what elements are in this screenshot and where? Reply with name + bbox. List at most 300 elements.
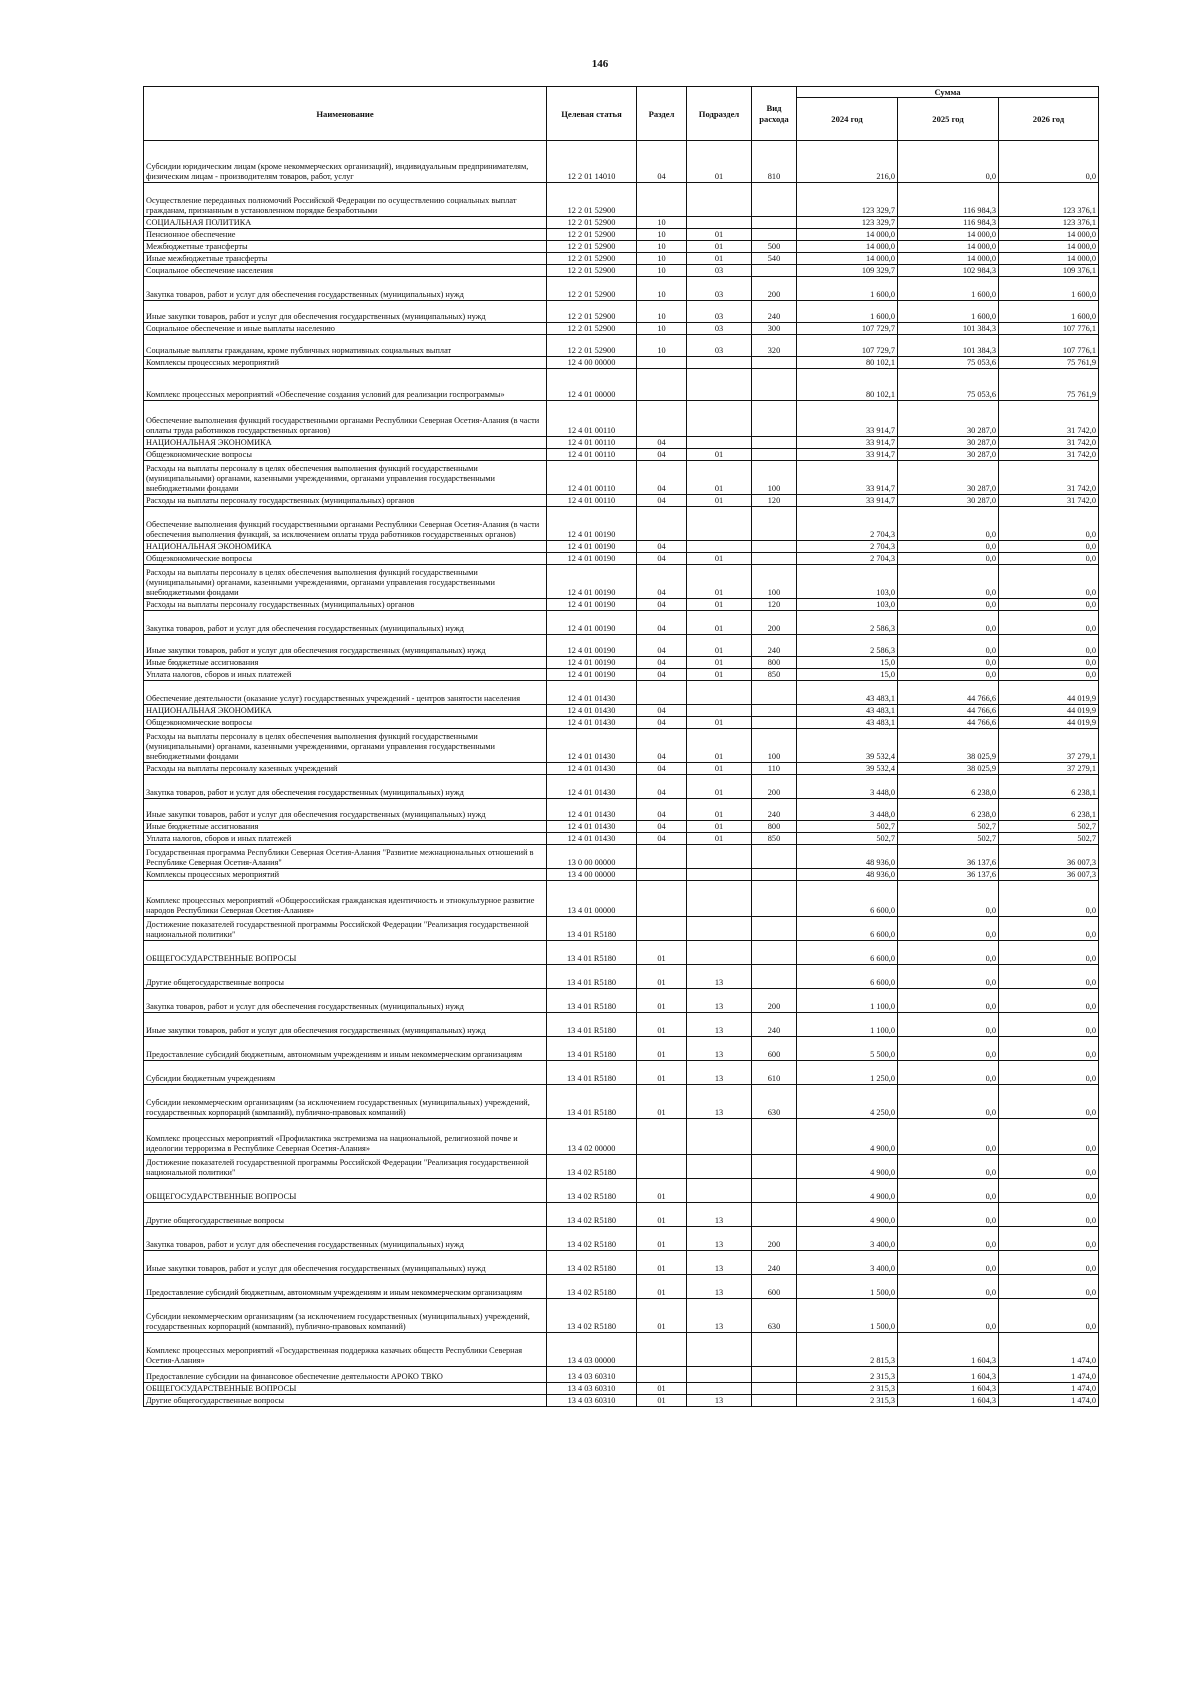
cell-target-article: 12 2 01 14010 bbox=[547, 141, 637, 183]
cell-sum-2025: 116 984,3 bbox=[898, 183, 999, 217]
cell-sum-2024: 1 600,0 bbox=[797, 301, 898, 323]
cell-expense-type bbox=[752, 1367, 797, 1383]
table-row bbox=[144, 369, 1099, 401]
cell-target-article: 13 4 01 R5180 bbox=[547, 1013, 637, 1037]
table-row bbox=[144, 1333, 1099, 1367]
cell-sum-2026: 109 376,1 bbox=[999, 265, 1099, 277]
cell-expense-type bbox=[752, 401, 797, 437]
cell-subsection bbox=[687, 437, 752, 449]
header-sum: Сумма bbox=[797, 87, 1099, 98]
table-row bbox=[144, 401, 1099, 437]
cell-target-article: 13 4 01 R5180 bbox=[547, 1085, 637, 1119]
cell-section bbox=[637, 357, 687, 369]
cell-sum-2026: 1 474,0 bbox=[999, 1367, 1099, 1383]
cell-target-article: 12 2 01 52900 bbox=[547, 335, 637, 357]
cell-sum-2025: 0,0 bbox=[898, 989, 999, 1013]
cell-section: 01 bbox=[637, 1085, 687, 1119]
cell-target-article: 12 4 01 01430 bbox=[547, 821, 637, 833]
cell-target-article: 12 2 01 52900 bbox=[547, 265, 637, 277]
cell-section: 04 bbox=[637, 599, 687, 611]
cell-subsection bbox=[687, 507, 752, 541]
cell-section: 04 bbox=[637, 763, 687, 775]
cell-sum-2025: 1 600,0 bbox=[898, 277, 999, 301]
cell-section: 04 bbox=[637, 669, 687, 681]
cell-target-article: 12 4 01 00190 bbox=[547, 635, 637, 657]
cell-sum-2024: 1 500,0 bbox=[797, 1275, 898, 1299]
table-row bbox=[144, 681, 1099, 705]
cell-subsection: 01 bbox=[687, 241, 752, 253]
cell-section: 01 bbox=[637, 1013, 687, 1037]
table-row bbox=[144, 1155, 1099, 1179]
cell-subsection: 01 bbox=[687, 821, 752, 833]
cell-expense-type: 200 bbox=[752, 775, 797, 799]
cell-sum-2024: 1 500,0 bbox=[797, 1299, 898, 1333]
cell-sum-2025: 14 000,0 bbox=[898, 241, 999, 253]
cell-subsection: 13 bbox=[687, 1299, 752, 1333]
cell-name: Субсидии некоммерческим организациям (за исключением государственных (муниципальных) учреждений, государственных корпораций (компаний), публично-правовых компаний) bbox=[144, 1085, 547, 1119]
cell-expense-type: 630 bbox=[752, 1085, 797, 1119]
cell-expense-type: 200 bbox=[752, 277, 797, 301]
cell-name: Комплексы процессных мероприятий bbox=[144, 357, 547, 369]
cell-target-article: 12 4 01 01430 bbox=[547, 775, 637, 799]
cell-target-article: 12 4 01 00190 bbox=[547, 611, 637, 635]
cell-sum-2024: 107 729,7 bbox=[797, 335, 898, 357]
cell-sum-2024: 216,0 bbox=[797, 141, 898, 183]
cell-subsection bbox=[687, 217, 752, 229]
cell-name: Уплата налогов, сборов и иных платежей bbox=[144, 669, 547, 681]
cell-sum-2026: 0,0 bbox=[999, 941, 1099, 965]
cell-subsection bbox=[687, 1367, 752, 1383]
cell-section: 04 bbox=[637, 449, 687, 461]
cell-expense-type: 630 bbox=[752, 1299, 797, 1333]
cell-sum-2025: 0,0 bbox=[898, 1299, 999, 1333]
table-row bbox=[144, 1013, 1099, 1037]
table-row bbox=[144, 277, 1099, 301]
cell-subsection: 01 bbox=[687, 229, 752, 241]
cell-sum-2025: 38 025,9 bbox=[898, 763, 999, 775]
cell-name: Предоставление субсидий бюджетным, автономным учреждениям и иным некоммерческим организациям bbox=[144, 1037, 547, 1061]
cell-sum-2024: 43 483,1 bbox=[797, 705, 898, 717]
cell-subsection bbox=[687, 705, 752, 717]
cell-target-article: 12 4 01 01430 bbox=[547, 763, 637, 775]
cell-target-article: 13 4 01 R5180 bbox=[547, 965, 637, 989]
table-row bbox=[144, 241, 1099, 253]
cell-sum-2026: 0,0 bbox=[999, 1179, 1099, 1203]
cell-sum-2025: 0,0 bbox=[898, 141, 999, 183]
cell-sum-2026: 107 776,1 bbox=[999, 335, 1099, 357]
cell-sum-2024: 1 100,0 bbox=[797, 1013, 898, 1037]
table-row bbox=[144, 229, 1099, 241]
table-header bbox=[144, 87, 1099, 141]
cell-target-article: 12 4 01 01430 bbox=[547, 799, 637, 821]
cell-section: 04 bbox=[637, 775, 687, 799]
cell-sum-2024: 109 329,7 bbox=[797, 265, 898, 277]
cell-name: Иные закупки товаров, работ и услуг для обеспечения государственных (муниципальных) нужд bbox=[144, 635, 547, 657]
cell-section: 04 bbox=[637, 821, 687, 833]
cell-sum-2026: 0,0 bbox=[999, 1227, 1099, 1251]
cell-expense-type: 320 bbox=[752, 335, 797, 357]
cell-expense-type bbox=[752, 1383, 797, 1395]
cell-name: СОЦИАЛЬНАЯ ПОЛИТИКА bbox=[144, 217, 547, 229]
cell-sum-2025: 0,0 bbox=[898, 669, 999, 681]
cell-subsection: 13 bbox=[687, 1013, 752, 1037]
cell-sum-2025: 502,7 bbox=[898, 833, 999, 845]
cell-sum-2025: 14 000,0 bbox=[898, 253, 999, 265]
cell-section: 10 bbox=[637, 265, 687, 277]
cell-sum-2025: 6 238,0 bbox=[898, 775, 999, 799]
cell-sum-2024: 4 900,0 bbox=[797, 1203, 898, 1227]
cell-section bbox=[637, 681, 687, 705]
cell-name: Другие общегосударственные вопросы bbox=[144, 1203, 547, 1227]
cell-target-article: 12 4 01 00190 bbox=[547, 599, 637, 611]
cell-sum-2024: 6 600,0 bbox=[797, 941, 898, 965]
table-row bbox=[144, 941, 1099, 965]
cell-name: Закупка товаров, работ и услуг для обеспечения государственных (муниципальных) нужд bbox=[144, 775, 547, 799]
cell-name: Субсидии бюджетным учреждениям bbox=[144, 1061, 547, 1085]
cell-section: 04 bbox=[637, 437, 687, 449]
cell-name: Обеспечение выполнения функций государственными органами Республики Северная Осетия-Алания (в части оплаты труда работников государственных органов) bbox=[144, 401, 547, 437]
cell-expense-type bbox=[752, 507, 797, 541]
cell-section: 04 bbox=[637, 141, 687, 183]
cell-name: Закупка товаров, работ и услуг для обеспечения государственных (муниципальных) нужд bbox=[144, 611, 547, 635]
table-row bbox=[144, 265, 1099, 277]
cell-subsection: 01 bbox=[687, 775, 752, 799]
cell-sum-2026: 0,0 bbox=[999, 507, 1099, 541]
cell-subsection bbox=[687, 541, 752, 553]
cell-sum-2024: 2 315,3 bbox=[797, 1395, 898, 1407]
cell-target-article: 13 4 02 R5180 bbox=[547, 1275, 637, 1299]
cell-name: Обеспечение деятельности (оказание услуг) государственных учреждений - центров занятости населения bbox=[144, 681, 547, 705]
cell-sum-2024: 6 600,0 bbox=[797, 965, 898, 989]
table-row bbox=[144, 611, 1099, 635]
table-row bbox=[144, 1299, 1099, 1333]
table-row bbox=[144, 357, 1099, 369]
cell-sum-2024: 48 936,0 bbox=[797, 869, 898, 881]
cell-name: Расходы на выплаты персоналу в целях обеспечения выполнения функций государственными (муниципальными) органами, казенными учреждениями, органами управления государственными внебюджетными фондами bbox=[144, 565, 547, 599]
cell-sum-2026: 31 742,0 bbox=[999, 437, 1099, 449]
cell-expense-type: 200 bbox=[752, 989, 797, 1013]
cell-sum-2026: 36 007,3 bbox=[999, 845, 1099, 869]
cell-name: НАЦИОНАЛЬНАЯ ЭКОНОМИКА bbox=[144, 705, 547, 717]
cell-subsection bbox=[687, 869, 752, 881]
cell-subsection: 01 bbox=[687, 599, 752, 611]
cell-section: 01 bbox=[637, 1275, 687, 1299]
cell-subsection: 01 bbox=[687, 717, 752, 729]
cell-subsection: 01 bbox=[687, 141, 752, 183]
cell-sum-2025: 0,0 bbox=[898, 541, 999, 553]
cell-sum-2024: 502,7 bbox=[797, 833, 898, 845]
cell-name: Иные закупки товаров, работ и услуг для обеспечения государственных (муниципальных) нужд bbox=[144, 1251, 547, 1275]
cell-sum-2026: 6 238,1 bbox=[999, 775, 1099, 799]
cell-subsection bbox=[687, 183, 752, 217]
cell-target-article: 12 4 01 01430 bbox=[547, 705, 637, 717]
table-row bbox=[144, 565, 1099, 599]
table-row bbox=[144, 1251, 1099, 1275]
cell-target-article: 13 4 03 00000 bbox=[547, 1333, 637, 1367]
cell-sum-2025: 1 604,3 bbox=[898, 1367, 999, 1383]
cell-target-article: 12 4 01 01430 bbox=[547, 729, 637, 763]
cell-target-article: 12 4 01 01430 bbox=[547, 833, 637, 845]
cell-sum-2024: 1 250,0 bbox=[797, 1061, 898, 1085]
cell-expense-type: 610 bbox=[752, 1061, 797, 1085]
cell-target-article: 12 4 01 00110 bbox=[547, 449, 637, 461]
cell-target-article: 12 4 01 00190 bbox=[547, 553, 637, 565]
cell-sum-2025: 0,0 bbox=[898, 881, 999, 917]
cell-name: Расходы на выплаты персоналу в целях обеспечения выполнения функций государственными (муниципальными) органами, казенными учреждениями, органами управления государственными внебюджетными фондами bbox=[144, 461, 547, 495]
cell-sum-2025: 0,0 bbox=[898, 611, 999, 635]
table-row bbox=[144, 437, 1099, 449]
cell-sum-2025: 101 384,3 bbox=[898, 335, 999, 357]
table-row bbox=[144, 1275, 1099, 1299]
cell-expense-type: 800 bbox=[752, 821, 797, 833]
cell-expense-type: 540 bbox=[752, 253, 797, 265]
budget-table bbox=[143, 86, 1099, 1407]
cell-subsection: 01 bbox=[687, 763, 752, 775]
cell-expense-type bbox=[752, 1119, 797, 1155]
cell-sum-2025: 36 137,6 bbox=[898, 845, 999, 869]
cell-sum-2026: 31 742,0 bbox=[999, 401, 1099, 437]
cell-target-article: 13 4 03 60310 bbox=[547, 1383, 637, 1395]
table-row bbox=[144, 541, 1099, 553]
cell-sum-2024: 107 729,7 bbox=[797, 323, 898, 335]
cell-sum-2026: 0,0 bbox=[999, 1155, 1099, 1179]
cell-sum-2024: 14 000,0 bbox=[797, 229, 898, 241]
cell-sum-2025: 75 053,6 bbox=[898, 369, 999, 401]
cell-name: НАЦИОНАЛЬНАЯ ЭКОНОМИКА bbox=[144, 437, 547, 449]
cell-sum-2025: 116 984,3 bbox=[898, 217, 999, 229]
cell-sum-2024: 4 900,0 bbox=[797, 1119, 898, 1155]
cell-subsection: 03 bbox=[687, 323, 752, 335]
cell-target-article: 13 4 01 R5180 bbox=[547, 1061, 637, 1085]
cell-name: Другие общегосударственные вопросы bbox=[144, 1395, 547, 1407]
cell-target-article: 13 4 02 R5180 bbox=[547, 1299, 637, 1333]
cell-sum-2025: 44 766,6 bbox=[898, 681, 999, 705]
cell-sum-2026: 14 000,0 bbox=[999, 253, 1099, 265]
cell-subsection bbox=[687, 369, 752, 401]
cell-sum-2026: 0,0 bbox=[999, 553, 1099, 565]
table-row bbox=[144, 669, 1099, 681]
cell-section: 04 bbox=[637, 611, 687, 635]
cell-name: Предоставление субсидий бюджетным, автономным учреждениям и иным некоммерческим организациям bbox=[144, 1275, 547, 1299]
cell-sum-2026: 0,0 bbox=[999, 669, 1099, 681]
cell-name: Закупка товаров, работ и услуг для обеспечения государственных (муниципальных) нужд bbox=[144, 277, 547, 301]
cell-subsection bbox=[687, 1119, 752, 1155]
cell-section bbox=[637, 917, 687, 941]
cell-sum-2024: 33 914,7 bbox=[797, 449, 898, 461]
cell-expense-type bbox=[752, 717, 797, 729]
cell-sum-2026: 31 742,0 bbox=[999, 461, 1099, 495]
cell-sum-2026: 0,0 bbox=[999, 989, 1099, 1013]
cell-sum-2024: 3 448,0 bbox=[797, 799, 898, 821]
cell-section bbox=[637, 401, 687, 437]
cell-name: Предоставление субсидии на финансовое обеспечение деятельности АРОКО ТВКО bbox=[144, 1367, 547, 1383]
cell-sum-2026: 123 376,1 bbox=[999, 217, 1099, 229]
cell-sum-2024: 3 400,0 bbox=[797, 1251, 898, 1275]
cell-sum-2025: 1 604,3 bbox=[898, 1333, 999, 1367]
cell-target-article: 13 4 02 R5180 bbox=[547, 1155, 637, 1179]
cell-name: Пенсионное обеспечение bbox=[144, 229, 547, 241]
cell-target-article: 12 4 01 00190 bbox=[547, 669, 637, 681]
table-body bbox=[144, 141, 1099, 1407]
cell-name: Другие общегосударственные вопросы bbox=[144, 965, 547, 989]
cell-sum-2025: 30 287,0 bbox=[898, 461, 999, 495]
cell-section: 01 bbox=[637, 941, 687, 965]
cell-expense-type: 240 bbox=[752, 1251, 797, 1275]
cell-expense-type bbox=[752, 183, 797, 217]
cell-sum-2025: 0,0 bbox=[898, 599, 999, 611]
cell-expense-type bbox=[752, 553, 797, 565]
cell-expense-type bbox=[752, 869, 797, 881]
table-row bbox=[144, 253, 1099, 265]
cell-sum-2024: 502,7 bbox=[797, 821, 898, 833]
cell-section: 01 bbox=[637, 989, 687, 1013]
cell-name: Общеэкономические вопросы bbox=[144, 449, 547, 461]
cell-section bbox=[637, 1155, 687, 1179]
table-row bbox=[144, 1061, 1099, 1085]
cell-name: Иные закупки товаров, работ и услуг для обеспечения государственных (муниципальных) нужд bbox=[144, 799, 547, 821]
cell-sum-2024: 6 600,0 bbox=[797, 917, 898, 941]
cell-section bbox=[637, 845, 687, 869]
cell-sum-2024: 2 315,3 bbox=[797, 1367, 898, 1383]
cell-section: 10 bbox=[637, 217, 687, 229]
cell-section: 04 bbox=[637, 729, 687, 763]
cell-sum-2024: 48 936,0 bbox=[797, 845, 898, 869]
cell-sum-2025: 0,0 bbox=[898, 1061, 999, 1085]
cell-sum-2026: 14 000,0 bbox=[999, 229, 1099, 241]
cell-sum-2026: 37 279,1 bbox=[999, 729, 1099, 763]
cell-sum-2026: 31 742,0 bbox=[999, 449, 1099, 461]
table-row bbox=[144, 217, 1099, 229]
cell-sum-2024: 80 102,1 bbox=[797, 357, 898, 369]
cell-expense-type: 240 bbox=[752, 301, 797, 323]
cell-subsection bbox=[687, 1155, 752, 1179]
cell-expense-type: 300 bbox=[752, 323, 797, 335]
cell-section bbox=[637, 507, 687, 541]
cell-name: Обеспечение выполнения функций государственными органами Республики Северная Осетия-Алания (в части обеспечения выполнения функций, за исключением оплаты труда работников государственных органов) bbox=[144, 507, 547, 541]
cell-sum-2024: 2 704,3 bbox=[797, 507, 898, 541]
cell-expense-type bbox=[752, 1155, 797, 1179]
cell-expense-type: 800 bbox=[752, 657, 797, 669]
cell-expense-type: 240 bbox=[752, 799, 797, 821]
cell-name: Государственная программа Республики Северная Осетия-Алания "Развитие межнациональных отношений в Республике Северная Осетия-Алания" bbox=[144, 845, 547, 869]
cell-target-article: 12 4 01 01430 bbox=[547, 717, 637, 729]
cell-sum-2026: 0,0 bbox=[999, 635, 1099, 657]
cell-sum-2025: 30 287,0 bbox=[898, 401, 999, 437]
cell-target-article: 12 4 01 00110 bbox=[547, 437, 637, 449]
cell-subsection bbox=[687, 681, 752, 705]
header-target-article: Целевая статья bbox=[547, 87, 637, 141]
cell-target-article: 12 2 01 52900 bbox=[547, 241, 637, 253]
cell-sum-2024: 33 914,7 bbox=[797, 495, 898, 507]
cell-sum-2025: 30 287,0 bbox=[898, 437, 999, 449]
cell-target-article: 12 2 01 52900 bbox=[547, 217, 637, 229]
cell-expense-type: 810 bbox=[752, 141, 797, 183]
cell-sum-2024: 2 704,3 bbox=[797, 541, 898, 553]
cell-name: Комплекс процессных мероприятий «Обеспечение создания условий для реализации госпрограммы» bbox=[144, 369, 547, 401]
table-row bbox=[144, 323, 1099, 335]
cell-sum-2026: 14 000,0 bbox=[999, 241, 1099, 253]
cell-section bbox=[637, 869, 687, 881]
cell-sum-2026: 502,7 bbox=[999, 833, 1099, 845]
cell-subsection: 13 bbox=[687, 1227, 752, 1251]
table-row bbox=[144, 917, 1099, 941]
table-row bbox=[144, 1119, 1099, 1155]
table-row bbox=[144, 821, 1099, 833]
cell-sum-2024: 123 329,7 bbox=[797, 217, 898, 229]
cell-section: 01 bbox=[637, 1061, 687, 1085]
cell-sum-2024: 2 815,3 bbox=[797, 1333, 898, 1367]
cell-sum-2025: 0,0 bbox=[898, 1275, 999, 1299]
cell-sum-2024: 33 914,7 bbox=[797, 437, 898, 449]
cell-subsection: 13 bbox=[687, 965, 752, 989]
cell-name: Межбюджетные трансферты bbox=[144, 241, 547, 253]
cell-sum-2025: 1 604,3 bbox=[898, 1395, 999, 1407]
cell-sum-2024: 4 900,0 bbox=[797, 1179, 898, 1203]
cell-expense-type bbox=[752, 917, 797, 941]
cell-expense-type: 240 bbox=[752, 635, 797, 657]
cell-section: 04 bbox=[637, 799, 687, 821]
cell-target-article: 13 4 00 00000 bbox=[547, 869, 637, 881]
cell-subsection bbox=[687, 845, 752, 869]
cell-section: 10 bbox=[637, 301, 687, 323]
table-row bbox=[144, 335, 1099, 357]
cell-sum-2025: 0,0 bbox=[898, 1203, 999, 1227]
cell-subsection bbox=[687, 1333, 752, 1367]
cell-subsection bbox=[687, 401, 752, 437]
cell-subsection: 01 bbox=[687, 669, 752, 681]
cell-name: Иные межбюджетные трансферты bbox=[144, 253, 547, 265]
cell-sum-2024: 2 586,3 bbox=[797, 635, 898, 657]
cell-section: 04 bbox=[637, 495, 687, 507]
cell-target-article: 12 4 01 00000 bbox=[547, 369, 637, 401]
cell-sum-2025: 0,0 bbox=[898, 1119, 999, 1155]
cell-target-article: 12 4 00 00000 bbox=[547, 357, 637, 369]
table-row bbox=[144, 833, 1099, 845]
cell-sum-2025: 0,0 bbox=[898, 1085, 999, 1119]
cell-section: 04 bbox=[637, 635, 687, 657]
table-row bbox=[144, 461, 1099, 495]
cell-section: 01 bbox=[637, 1383, 687, 1395]
cell-sum-2026: 44 019,9 bbox=[999, 717, 1099, 729]
cell-name: ОБЩЕГОСУДАРСТВЕННЫЕ ВОПРОСЫ bbox=[144, 941, 547, 965]
header-year-2024: 2024 год bbox=[797, 98, 898, 141]
cell-sum-2026: 0,0 bbox=[999, 1251, 1099, 1275]
cell-sum-2026: 0,0 bbox=[999, 1037, 1099, 1061]
cell-subsection: 01 bbox=[687, 635, 752, 657]
cell-section: 01 bbox=[637, 1037, 687, 1061]
table-row bbox=[144, 1203, 1099, 1227]
cell-sum-2026: 1 474,0 bbox=[999, 1333, 1099, 1367]
cell-target-article: 13 4 01 R5180 bbox=[547, 1037, 637, 1061]
cell-target-article: 12 4 01 00190 bbox=[547, 541, 637, 553]
table-row bbox=[144, 729, 1099, 763]
cell-section: 10 bbox=[637, 253, 687, 265]
cell-sum-2025: 1 600,0 bbox=[898, 301, 999, 323]
cell-sum-2025: 14 000,0 bbox=[898, 229, 999, 241]
cell-target-article: 12 4 01 00190 bbox=[547, 565, 637, 599]
cell-subsection bbox=[687, 881, 752, 917]
cell-sum-2026: 1 474,0 bbox=[999, 1383, 1099, 1395]
cell-sum-2026: 44 019,9 bbox=[999, 681, 1099, 705]
cell-sum-2024: 1 600,0 bbox=[797, 277, 898, 301]
cell-section: 10 bbox=[637, 241, 687, 253]
cell-target-article: 13 4 02 R5180 bbox=[547, 1203, 637, 1227]
cell-name: Комплекс процессных мероприятий «Государственная поддержка казачьих обществ Республики Северная Осетия-Алания» bbox=[144, 1333, 547, 1367]
cell-section: 01 bbox=[637, 1203, 687, 1227]
cell-expense-type: 850 bbox=[752, 669, 797, 681]
cell-name: Закупка товаров, работ и услуг для обеспечения государственных (муниципальных) нужд bbox=[144, 1227, 547, 1251]
cell-expense-type bbox=[752, 357, 797, 369]
